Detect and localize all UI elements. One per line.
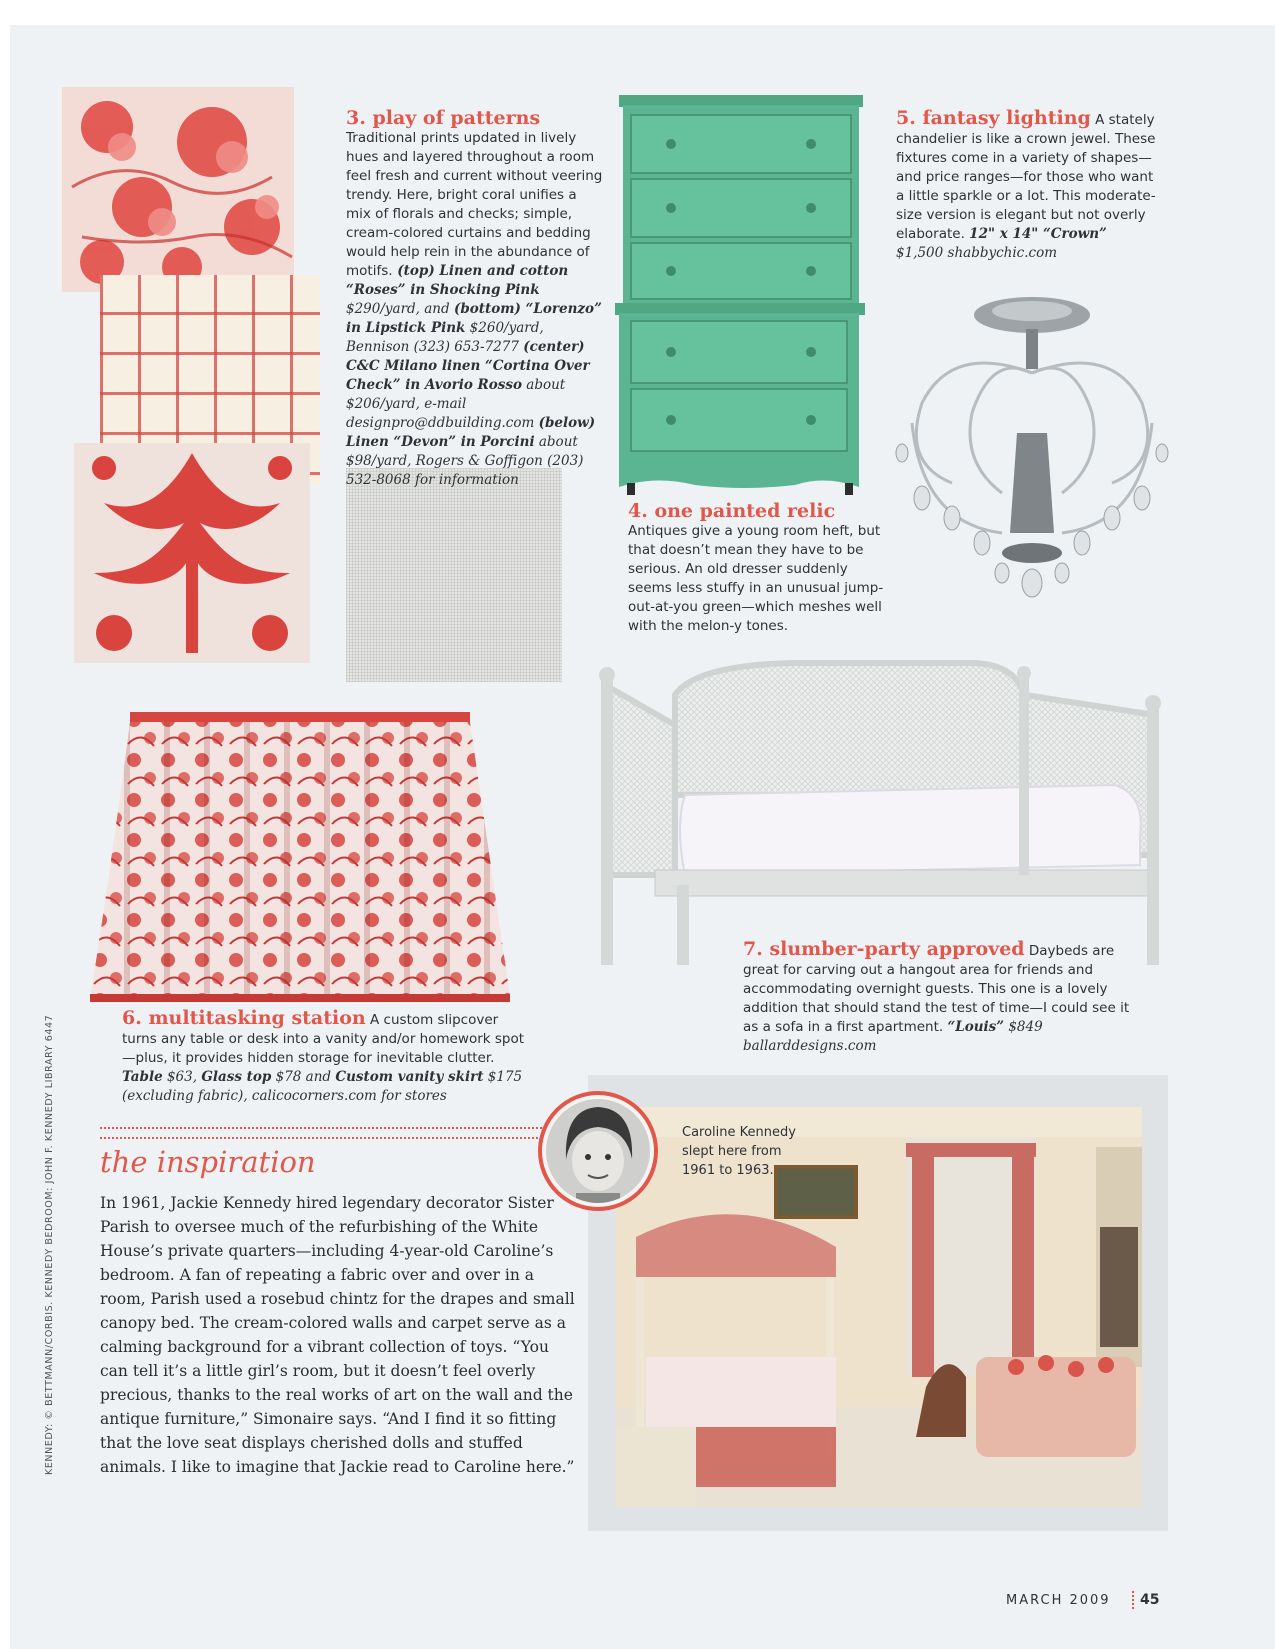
- patterns-credit-7: about $98/yard, Rogers & Goffigon (203) 532-8068 for information: [346, 434, 584, 488]
- station-credit-2: Glass top: [201, 1069, 272, 1085]
- patterns-credit-3: $260/yard, Bennison (323) 653-7277: [346, 320, 544, 355]
- station-credit-5: $175 (excluding fabric), calicocorners.com for stores: [122, 1069, 523, 1104]
- page-number: 45: [1140, 1592, 1160, 1608]
- magazine-page: [10, 25, 1275, 1649]
- portrait-caption: Caroline Kennedy slept here from 1961 to 1963.: [682, 1125, 796, 1178]
- daybed-credit: $849 ballarddesigns.com: [743, 1019, 1043, 1054]
- caption-slumber-party: [743, 940, 1135, 1056]
- inspiration-title: the inspiration: [100, 1145, 316, 1179]
- lighting-body: A stately chandelier is like a crown jewel. These fixtures come in a variety of shapes—and price ranges—for those who want a little sparkle or a lot. This moderate-size version is elegant but not overly elaborate.: [896, 112, 1156, 242]
- patterns-credit-5: about $206/yard, e-mail designpro@ddbuilding.com: [346, 377, 566, 431]
- caption-painted-relic: [628, 502, 890, 636]
- lighting-credit-bold: 12" x 14" “Crown”: [969, 226, 1107, 242]
- inspiration-body: In 1961, Jackie Kennedy hired legendary decorator Sister Parish to oversee much of the refurbishing of the White House’s private quarters—including 4-year-old Caroline’s bedroom. A fan of repeating a fabric over and over in a room, Parish used a rosebud chintz for the drapes and small canopy bed. The cream-colored walls and carpet serve as a calming background for a vibrant collection of toys. “You can tell it’s a little girl’s room, but it doesn’t feel overly precious, thanks to the real works of art on the wall and the antique furniture,” Simonaire says. “And I find it so fitting that the love seat displays cherished dolls and stuffed animals. I like to imagine that Jackie read to Caroline here.”: [100, 1194, 575, 1476]
- station-credit-3: $78 and: [271, 1069, 336, 1085]
- caroline-portrait: [538, 1091, 658, 1211]
- green-dresser-image: [615, 95, 877, 505]
- daybed-body: Daybeds are great for carving out a hangout area for friends and accommodating overnight guests. This one is a lovely addition that should stand the test of time—I could see it as a sofa in a first apartment.: [743, 943, 1130, 1035]
- daybed-credit-bold: “Louis”: [947, 1019, 1005, 1035]
- patterns-credit-4: (center) C&C Milano linen “Cortina Over Check” in Avorio Rosso: [346, 339, 590, 393]
- caption-fantasy-lighting: [896, 109, 1158, 263]
- station-credit-4: Custom vanity skirt: [335, 1069, 484, 1085]
- fabric-swatch-devon: [346, 468, 562, 682]
- patterns-credit-6: (below) Linen “Devon” in Porcini: [346, 415, 596, 450]
- lighting-credit: $1,500 shabbychic.com: [896, 245, 1058, 261]
- dotted-divider: [100, 1127, 550, 1139]
- footer-date: MARCH 2009: [1006, 1593, 1111, 1608]
- relic-body: Antiques give a young room heft, but that doesn’t mean they have to be serious. An old dresser suddenly seems less stuffy in an unusual jump-out-at-you green—which meshes well with the melon-y tones.: [628, 523, 884, 634]
- station-credit-0: Table: [122, 1069, 163, 1085]
- chandelier-image: [882, 293, 1182, 613]
- heading-fantasy-lighting: 5. fantasy lighting: [896, 107, 1091, 129]
- skirted-vanity-table-image: [90, 710, 520, 1010]
- footer-divider: [1132, 1591, 1134, 1609]
- heading-play-of-patterns: 3. play of patterns: [346, 107, 541, 129]
- patterns-credit-2: (bottom) “Lorenzo” in Lipstick Pink: [346, 301, 602, 336]
- caption-play-of-patterns: [346, 109, 604, 490]
- fabric-swatch-lorenzo: [74, 443, 310, 663]
- fabric-swatch-roses: [62, 87, 294, 292]
- photo-credit: KENNEDY: © BETTMANN/CORBIS. KENNEDY BEDROOM: JOHN F. KENNEDY LIBRARY 6447: [44, 1014, 55, 1475]
- caption-multitasking-station: [122, 1009, 532, 1106]
- patterns-credit-1: $290/yard, and: [346, 301, 454, 317]
- patterns-credit-0: (top) Linen and cotton “Roses” in Shocking Pink: [346, 263, 569, 298]
- heading-painted-relic: 4. one painted relic: [628, 500, 836, 522]
- station-body: A custom slipcover turns any table or desk into a vanity and/or homework spot—plus, it provides hidden storage for inevitable clutter.: [122, 1012, 525, 1066]
- patterns-body: Traditional prints updated in lively hues and layered throughout a room feel fresh and current without veering trendy. Here, bright coral unifies a mix of florals and checks; simple, cream-colored curtains and bedding would help rein in the abundance of motifs.: [346, 130, 603, 279]
- heading-multitasking-station: 6. multitasking station: [122, 1007, 366, 1029]
- heading-slumber-party: 7. slumber-party approved: [743, 938, 1025, 960]
- station-credit-1: $63,: [162, 1069, 202, 1085]
